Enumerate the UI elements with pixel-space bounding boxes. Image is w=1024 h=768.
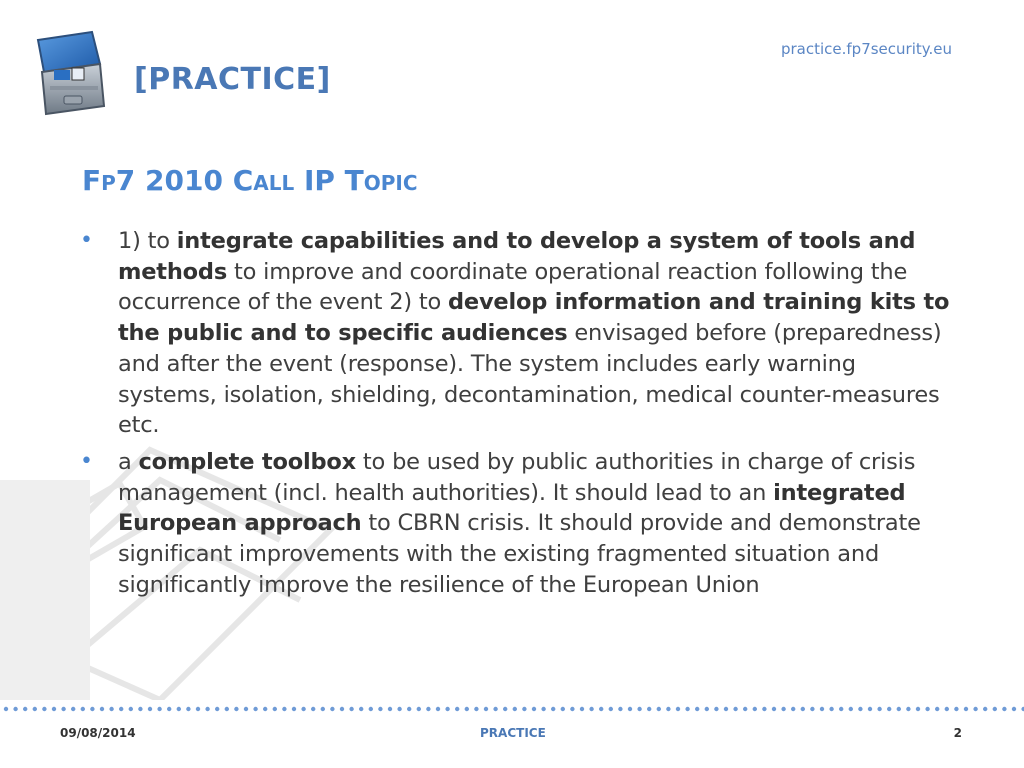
bullet-text-emphasis: integrated European approach bbox=[118, 479, 906, 537]
footer-date: 09/08/2014 bbox=[60, 726, 136, 740]
bullet-item bbox=[80, 226, 960, 441]
page-number: 2 bbox=[953, 726, 962, 740]
bullet-text-emphasis: complete toolbox bbox=[138, 448, 356, 475]
slide-title: Fp7 2010 Call IP Topic bbox=[82, 164, 418, 197]
practice-logo bbox=[30, 28, 331, 120]
bullet-marker: • bbox=[80, 448, 93, 474]
bullet-marker: • bbox=[80, 228, 93, 253]
bullet-text-part: a bbox=[118, 448, 139, 475]
bullet-text-part: to be used by public authorities in charge of crisis management (incl. health authorities). It should lead to an bbox=[118, 448, 916, 506]
bullet-text-emphasis: develop information and training kits to the public and to specific audiences bbox=[118, 289, 950, 347]
bullet-text-part: 1) to bbox=[118, 228, 177, 254]
site-url-link[interactable]: practice.fp7security.eu bbox=[780, 40, 952, 58]
bullet-text-part: envisaged before (preparedness) and after the event (response). The system includes early warning systems, isolation, shielding, decontamination, medical counter-measures etc. bbox=[118, 320, 942, 439]
logo-text: [PRACTICE] bbox=[134, 62, 331, 97]
toolbox-logo-icon bbox=[30, 28, 110, 120]
bullet-text-part: to improve and coordinate operational reaction following the occurrence of the event 2) to bbox=[118, 258, 908, 316]
bullet-text-part: to CBRN crisis. It should provide and demonstrate significant improvements with the existing fragmented situation and significantly improve the resilience of the European Union bbox=[118, 510, 921, 598]
bullet-list bbox=[80, 226, 960, 606]
footer-dotted-divider bbox=[0, 702, 1024, 716]
footer-title: PRACTICE bbox=[480, 726, 546, 740]
bullet-item bbox=[80, 447, 960, 601]
bullet-text-emphasis: integrate capabilities and to develop a system of tools and methods bbox=[118, 228, 916, 285]
